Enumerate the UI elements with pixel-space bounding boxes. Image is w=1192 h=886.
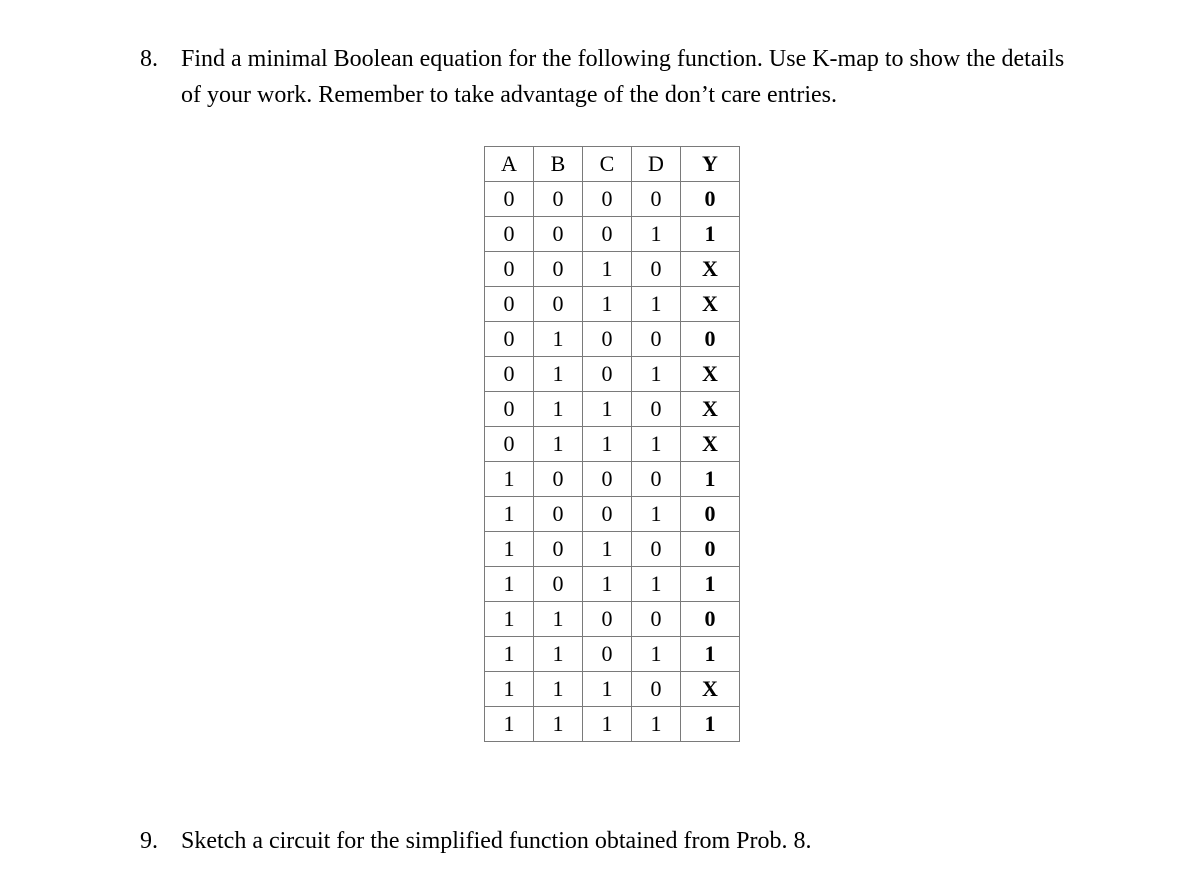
problem-8-number: 8. bbox=[140, 46, 158, 72]
problem-8 bbox=[140, 41, 1081, 113]
cell-d: 0 bbox=[632, 462, 681, 497]
header-y: Y bbox=[681, 147, 740, 182]
cell-d: 0 bbox=[632, 672, 681, 707]
cell-c: 0 bbox=[583, 217, 632, 252]
table-row bbox=[485, 322, 740, 357]
cell-y: 0 bbox=[681, 602, 740, 637]
cell-y: 1 bbox=[681, 462, 740, 497]
cell-c: 1 bbox=[583, 252, 632, 287]
cell-a: 1 bbox=[485, 497, 534, 532]
cell-c: 0 bbox=[583, 497, 632, 532]
cell-c: 0 bbox=[583, 357, 632, 392]
cell-b: 0 bbox=[534, 567, 583, 602]
table-row bbox=[485, 567, 740, 602]
cell-b: 0 bbox=[534, 462, 583, 497]
cell-a: 0 bbox=[485, 357, 534, 392]
table-row bbox=[485, 637, 740, 672]
table-row bbox=[485, 707, 740, 742]
cell-d: 1 bbox=[632, 707, 681, 742]
table-row bbox=[485, 217, 740, 252]
problem-8-text: Find a minimal Boolean equation for the following function. Use K-map to show the details of your work. Remember to take advantage of the don’t care entries. bbox=[181, 46, 1065, 108]
cell-y: 1 bbox=[681, 567, 740, 602]
table-row bbox=[485, 672, 740, 707]
cell-y: 0 bbox=[681, 497, 740, 532]
cell-y: X bbox=[681, 357, 740, 392]
truth-table-header-row bbox=[485, 147, 740, 182]
cell-d: 0 bbox=[632, 602, 681, 637]
cell-b: 1 bbox=[534, 392, 583, 427]
cell-d: 0 bbox=[632, 532, 681, 567]
cell-c: 1 bbox=[583, 287, 632, 322]
table-row bbox=[485, 602, 740, 637]
cell-d: 1 bbox=[632, 357, 681, 392]
cell-d: 1 bbox=[632, 427, 681, 462]
cell-d: 1 bbox=[632, 637, 681, 672]
cell-b: 0 bbox=[534, 532, 583, 567]
cell-c: 0 bbox=[583, 462, 632, 497]
cell-y: X bbox=[681, 287, 740, 322]
problem-9 bbox=[140, 823, 1081, 859]
cell-c: 0 bbox=[583, 637, 632, 672]
truth-table-body bbox=[485, 182, 740, 742]
table-row bbox=[485, 287, 740, 322]
cell-b: 1 bbox=[534, 357, 583, 392]
cell-b: 1 bbox=[534, 602, 583, 637]
cell-d: 0 bbox=[632, 322, 681, 357]
cell-c: 1 bbox=[583, 707, 632, 742]
cell-b: 1 bbox=[534, 322, 583, 357]
cell-a: 0 bbox=[485, 217, 534, 252]
table-row bbox=[485, 462, 740, 497]
cell-a: 1 bbox=[485, 602, 534, 637]
cell-c: 1 bbox=[583, 567, 632, 602]
header-b: B bbox=[534, 147, 583, 182]
cell-d: 0 bbox=[632, 392, 681, 427]
cell-b: 1 bbox=[534, 427, 583, 462]
cell-b: 0 bbox=[534, 217, 583, 252]
cell-y: X bbox=[681, 252, 740, 287]
cell-c: 1 bbox=[583, 427, 632, 462]
cell-y: 1 bbox=[681, 707, 740, 742]
cell-d: 1 bbox=[632, 567, 681, 602]
table-row bbox=[485, 357, 740, 392]
cell-a: 1 bbox=[485, 672, 534, 707]
cell-a: 0 bbox=[485, 182, 534, 217]
cell-d: 0 bbox=[632, 182, 681, 217]
cell-y: X bbox=[681, 392, 740, 427]
header-a: A bbox=[485, 147, 534, 182]
table-row bbox=[485, 532, 740, 567]
table-row bbox=[485, 392, 740, 427]
cell-a: 0 bbox=[485, 392, 534, 427]
cell-b: 0 bbox=[534, 287, 583, 322]
cell-d: 1 bbox=[632, 497, 681, 532]
cell-c: 1 bbox=[583, 532, 632, 567]
table-row bbox=[485, 182, 740, 217]
cell-b: 0 bbox=[534, 497, 583, 532]
cell-b: 0 bbox=[534, 252, 583, 287]
cell-d: 1 bbox=[632, 287, 681, 322]
cell-y: 0 bbox=[681, 532, 740, 567]
cell-a: 1 bbox=[485, 637, 534, 672]
cell-y: X bbox=[681, 672, 740, 707]
truth-table bbox=[484, 146, 740, 742]
cell-b: 1 bbox=[534, 672, 583, 707]
cell-y: 1 bbox=[681, 217, 740, 252]
cell-y: X bbox=[681, 427, 740, 462]
cell-a: 0 bbox=[485, 427, 534, 462]
cell-c: 0 bbox=[583, 322, 632, 357]
cell-y: 0 bbox=[681, 182, 740, 217]
cell-c: 0 bbox=[583, 182, 632, 217]
cell-a: 0 bbox=[485, 287, 534, 322]
header-c: C bbox=[583, 147, 632, 182]
table-row bbox=[485, 427, 740, 462]
cell-b: 1 bbox=[534, 707, 583, 742]
cell-d: 0 bbox=[632, 252, 681, 287]
table-row bbox=[485, 497, 740, 532]
problem-9-number: 9. bbox=[140, 828, 158, 854]
cell-c: 1 bbox=[583, 392, 632, 427]
cell-a: 0 bbox=[485, 252, 534, 287]
cell-c: 1 bbox=[583, 672, 632, 707]
table-row bbox=[485, 252, 740, 287]
cell-a: 1 bbox=[485, 567, 534, 602]
problem-9-text: Sketch a circuit for the simplified function obtained from Prob. 8. bbox=[181, 828, 812, 854]
cell-b: 0 bbox=[534, 182, 583, 217]
header-d: D bbox=[632, 147, 681, 182]
cell-b: 1 bbox=[534, 637, 583, 672]
cell-a: 1 bbox=[485, 462, 534, 497]
cell-a: 0 bbox=[485, 322, 534, 357]
cell-a: 1 bbox=[485, 707, 534, 742]
cell-c: 0 bbox=[583, 602, 632, 637]
cell-y: 0 bbox=[681, 322, 740, 357]
cell-d: 1 bbox=[632, 217, 681, 252]
cell-a: 1 bbox=[485, 532, 534, 567]
cell-y: 1 bbox=[681, 637, 740, 672]
